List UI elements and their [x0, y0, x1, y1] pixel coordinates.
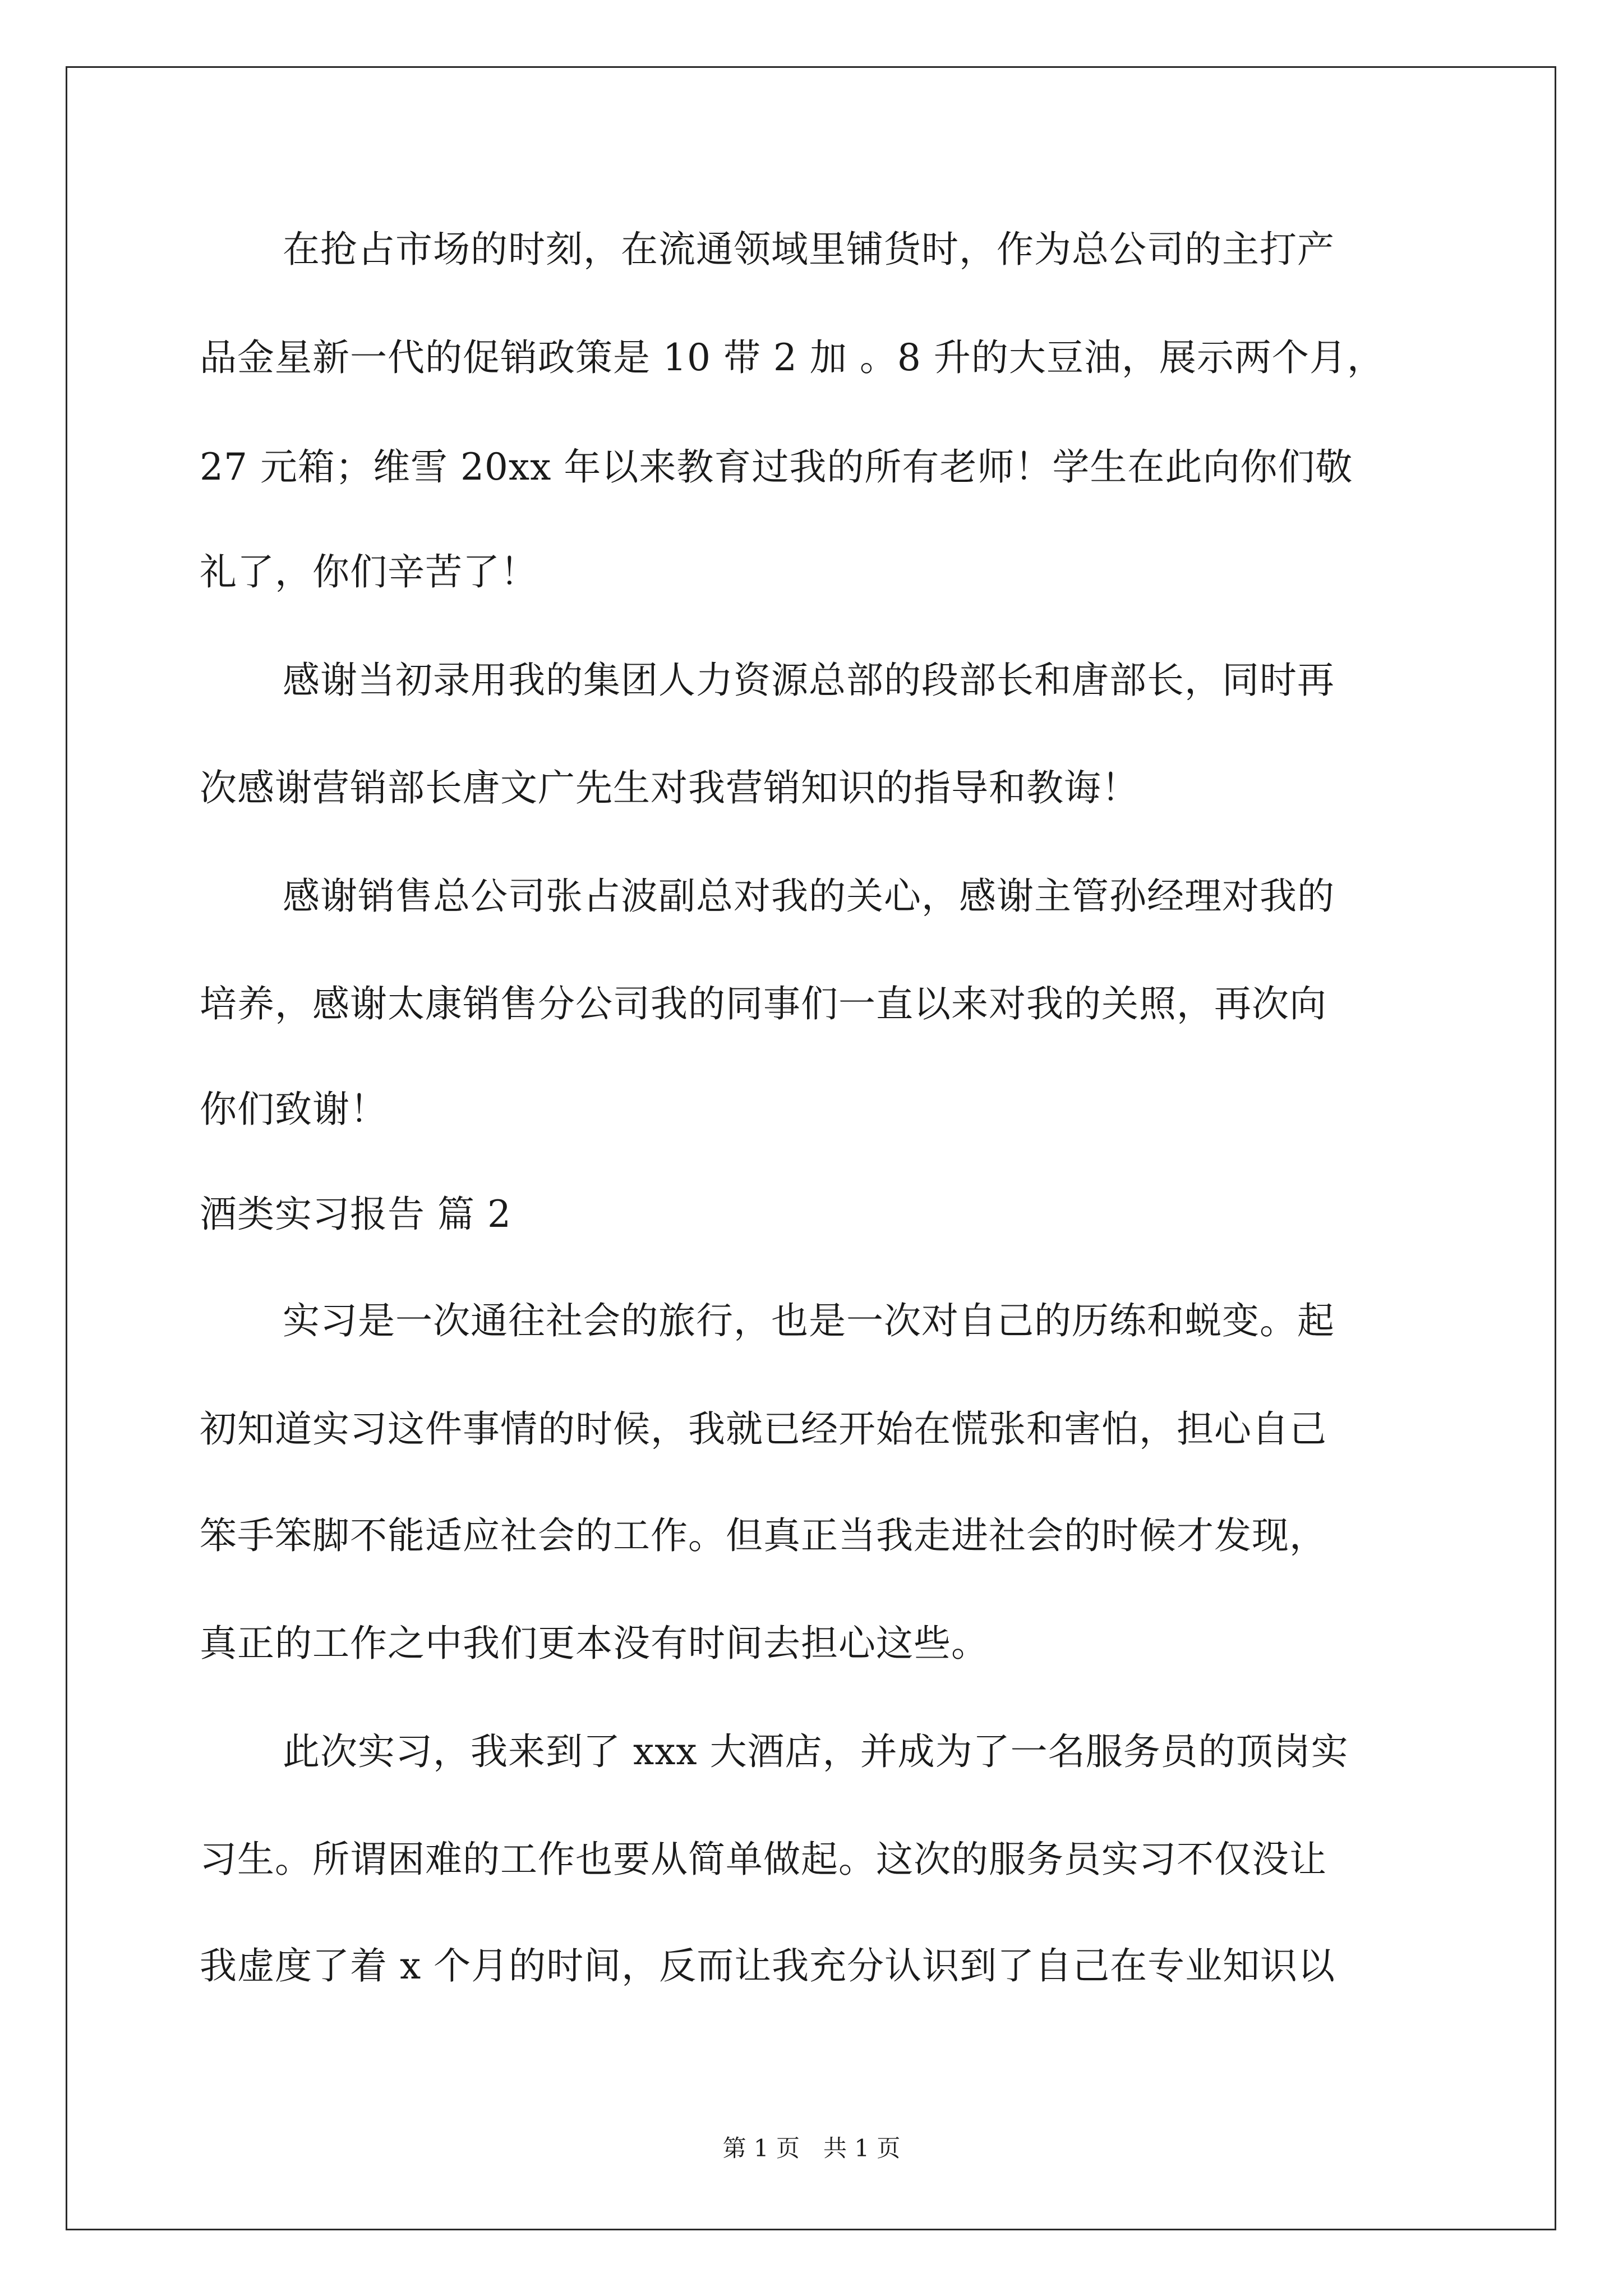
paragraph-line: 真正的工作之中我们更本没有时间去担心这些。 — [200, 1622, 989, 1665]
page-border — [66, 66, 1556, 2230]
paragraph-line: 次感谢营销部长唐文广先生对我营销知识的指导和教诲！ — [200, 766, 1139, 809]
paragraph-line: 感谢销售总公司张占波副总对我的关心，感谢主管孙经理对我的 — [283, 875, 1335, 918]
paragraph-line: 在抢占市场的时刻，在流通领域里铺货时，作为总公司的主打产 — [283, 228, 1335, 271]
section-heading: 酒类实习报告 篇 2 — [200, 1193, 511, 1236]
paragraph-line: 习生。所谓困难的工作也要从简单做起。这次的服务员实习不仅没让 — [200, 1838, 1327, 1881]
paragraph-line: 笨手笨脚不能适应社会的工作。但真正当我走进社会的时候才发现， — [200, 1514, 1327, 1557]
paragraph-line: 初知道实习这件事情的时候，我就已经开始在慌张和害怕，担心自己 — [200, 1407, 1327, 1451]
paragraph-line: 培养，感谢太康销售分公司我的同事们一直以来对我的关照，再次向 — [200, 982, 1327, 1025]
paragraph-line: 感谢当初录用我的集团人力资源总部的段部长和唐部长，同时再 — [283, 659, 1335, 702]
paragraph-line: 此次实习，我来到了 xxx 大酒店，并成为了一名服务员的顶岗实 — [283, 1730, 1349, 1773]
paragraph-line: 我虚度了着 x 个月的时间，反而让我充分认识到了自己在专业知识以 — [200, 1944, 1336, 1987]
paragraph-line: 27 元箱；维雪 20xx 年以来教育过我的所有老师！学生在此向你们敬 — [200, 445, 1353, 489]
paragraph-line: 礼了，你们辛苦了！ — [200, 550, 538, 593]
paragraph-line: 实习是一次通往社会的旅行，也是一次对自己的历练和蜕变。起 — [283, 1299, 1335, 1342]
paragraph-line: 你们致谢！ — [200, 1088, 388, 1131]
paragraph-line: 品金星新一代的促销政策是 10 带 2 加 。8 升的大豆油，展示两个月， — [200, 336, 1385, 379]
page-number-footer: 第 1 页 共 1 页 — [722, 2134, 901, 2162]
